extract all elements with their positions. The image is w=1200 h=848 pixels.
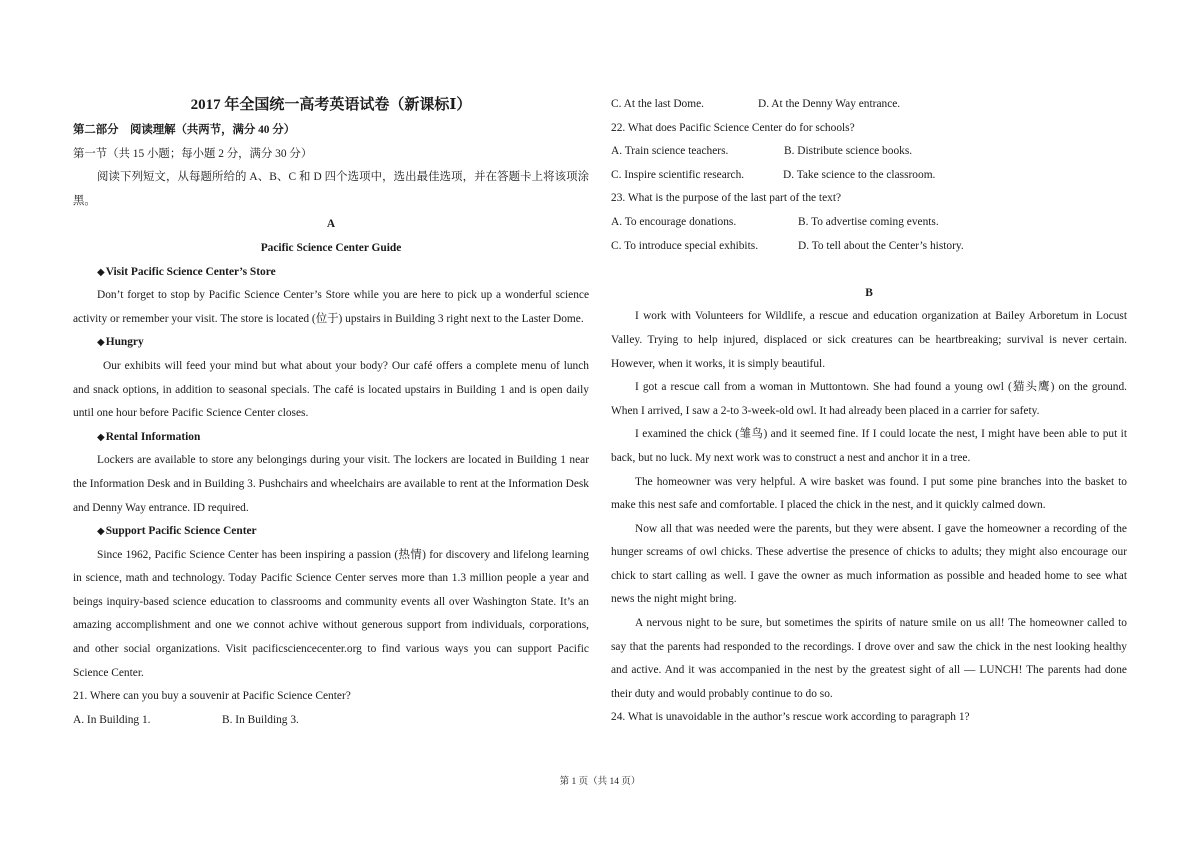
- passage-a-title: Pacific Science Center Guide: [260, 241, 402, 254]
- question-22-stem: 22. What does Pacific Science Center do for schools?: [611, 121, 855, 134]
- passage-b-letter: B: [865, 286, 873, 299]
- passage-b-paragraph-1: I work with Volunteers for Wildlife, a rescue and education organization at Bailey Arboretum in Locust Valley. Trying to help injured, displaced or sick creatures can be heartbreaking; survival is never certain. However, when it works, it is simply beautiful.: [611, 310, 1127, 370]
- question-24-stem: 24. What is unavoidable in the author’s rescue work according to paragraph 1?: [611, 711, 970, 724]
- part-heading: 第二部分 阅读理解（共两节，满分 40 分）: [73, 124, 296, 136]
- passage-b-paragraph-5: Now all that was needed were the parents, but they were absent. I gave the homeowner a recording of the hunger screams of owl chicks. These advertise the presence of chicks to adults; they might also encourage our chick to start calling as well. I gave the owner as much information as possible and headed home to see what news the night might bring.: [611, 522, 1127, 606]
- right-column: [611, 93, 1127, 730]
- section-heading-support: ◆Support Pacific Science Center: [97, 525, 257, 538]
- option-22a: A. Train science teachers.: [611, 145, 729, 158]
- diamond-icon: ◆: [97, 266, 105, 278]
- diamond-icon: ◆: [97, 526, 105, 538]
- page-title: 2017 年全国统一高考英语试卷（新课标Ⅰ）: [190, 97, 472, 113]
- option-22c: C. Inspire scientific research.: [611, 168, 745, 181]
- option-22d: D. Take science to the classroom.: [783, 168, 936, 181]
- option-21a: A. In Building 1.: [73, 713, 151, 726]
- question-21-options-cd: [611, 93, 1127, 117]
- spacer: [611, 258, 1127, 282]
- page-footer: 第 1 页（共 14 页）: [559, 777, 641, 787]
- section-text-support: Since 1962, Pacific Science Center has been inspiring a passion (热情) for discovery and lifelong learning in science, math and technology. Today Pacific Science Center serves more than 1.3 million people a year and beings inquiry-based science education to classrooms and community events all over Washington State. It’s an amazing accomplishment and one we connot achive without generous support from individuals, corporations, and other social organizations. Visit pacificsciencecenter.org to find various ways you can support Pacific Science Center.: [73, 548, 589, 679]
- option-22b: B. Distribute science books.: [784, 145, 913, 158]
- section-heading: 第一节（共 15 小题；每小题 2 分，满分 30 分）: [73, 147, 313, 160]
- passage-b-paragraph-3: I examined the chick (雏鸟) and it seemed fine. If I could locate the nest, I might have been able to put it back, but no luck. My next work was to construct a nest and anchor it in a tree.: [611, 428, 1127, 464]
- section-text-store: Don’t forget to stop by Pacific Science Center’s Store while you are here to pick up a wonderful science activity or remember your visit. The store is located (位于) upstairs in Building 3 right next to the Laster Dome.: [73, 289, 589, 325]
- diamond-icon: ◆: [97, 431, 105, 443]
- option-21c: C. At the last Dome.: [611, 98, 705, 110]
- question-22-options-ab: [611, 140, 1127, 164]
- option-23d: D. To tell about the Center’s history.: [798, 239, 964, 252]
- option-23c: C. To introduce special exhibits.: [611, 239, 759, 252]
- question-21-options-ab: [73, 709, 589, 733]
- passage-b-paragraph-2: I got a rescue call from a woman in Muttontown. She had found a young owl (猫头鹰) on the ground. When I arrived, I saw a 2-to 3-week-old owl. It had already been placed in a carrier for safety.: [611, 381, 1127, 417]
- option-23a: A. To encourage donations.: [611, 215, 737, 228]
- question-23-options-ab: [611, 211, 1127, 235]
- section-heading-rental: ◆Rental Information: [97, 430, 201, 443]
- question-22-options-cd: [611, 164, 1127, 188]
- passage-b-paragraph-4: The homeowner was very helpful. A wire basket was found. I put some pine branches into the basket to make this nest safe and comfortable. I placed the chick in the nest, and it quickly calmed down.: [611, 475, 1127, 512]
- left-column: [73, 93, 589, 732]
- passage-a-letter: A: [326, 218, 336, 231]
- section-text-rental: Lockers are available to store any belongings during your visit. The lockers are located in Building 1 near the Information Desk and in Building 3. Pushchairs and wheelchairs are available to rent at the Information Desk and Denny Way entrance. ID required.: [73, 454, 589, 514]
- option-21b: B. In Building 3.: [222, 713, 299, 726]
- section-heading-hungry: ◆Hungry: [97, 336, 144, 349]
- option-21d: D. At the Denny Way entrance.: [758, 98, 901, 110]
- question-21-stem: 21. Where can you buy a souvenir at Pacific Science Center?: [73, 690, 351, 703]
- section-text-hungry: Our exhibits will feed your mind but what about your body? Our café offers a complete menu of lunch and snack options, in addition to seasonal specials. The café is located upstairs in Building 1 and is open daily until one hour before Pacific Science Center closes.: [73, 359, 589, 420]
- passage-b-paragraph-6: A nervous night to be sure, but sometimes the spirits of nature smile on us all! The homeowner called to say that the parents had responded to the recordings. I drove over and saw the chick in the nest looking healthy and active. And it was accompanied in the nest by the greatest sight of all — LUNCH! The parents had done their duty and would probably continue to do so.: [611, 617, 1127, 700]
- instruction-text: 阅读下列短文，从每题所给的 A、B、C 和 D 四个选项中，选出最佳选项，并在答题卡上将该项涂黑。: [73, 171, 589, 207]
- question-23-options-cd: [611, 235, 1127, 259]
- option-23b: B. To advertise coming events.: [798, 215, 939, 228]
- section-heading-store: ◆Visit Pacific Science Center’s Store: [97, 265, 276, 278]
- question-23-stem: 23. What is the purpose of the last part of the text?: [611, 192, 842, 205]
- diamond-icon: ◆: [97, 337, 105, 349]
